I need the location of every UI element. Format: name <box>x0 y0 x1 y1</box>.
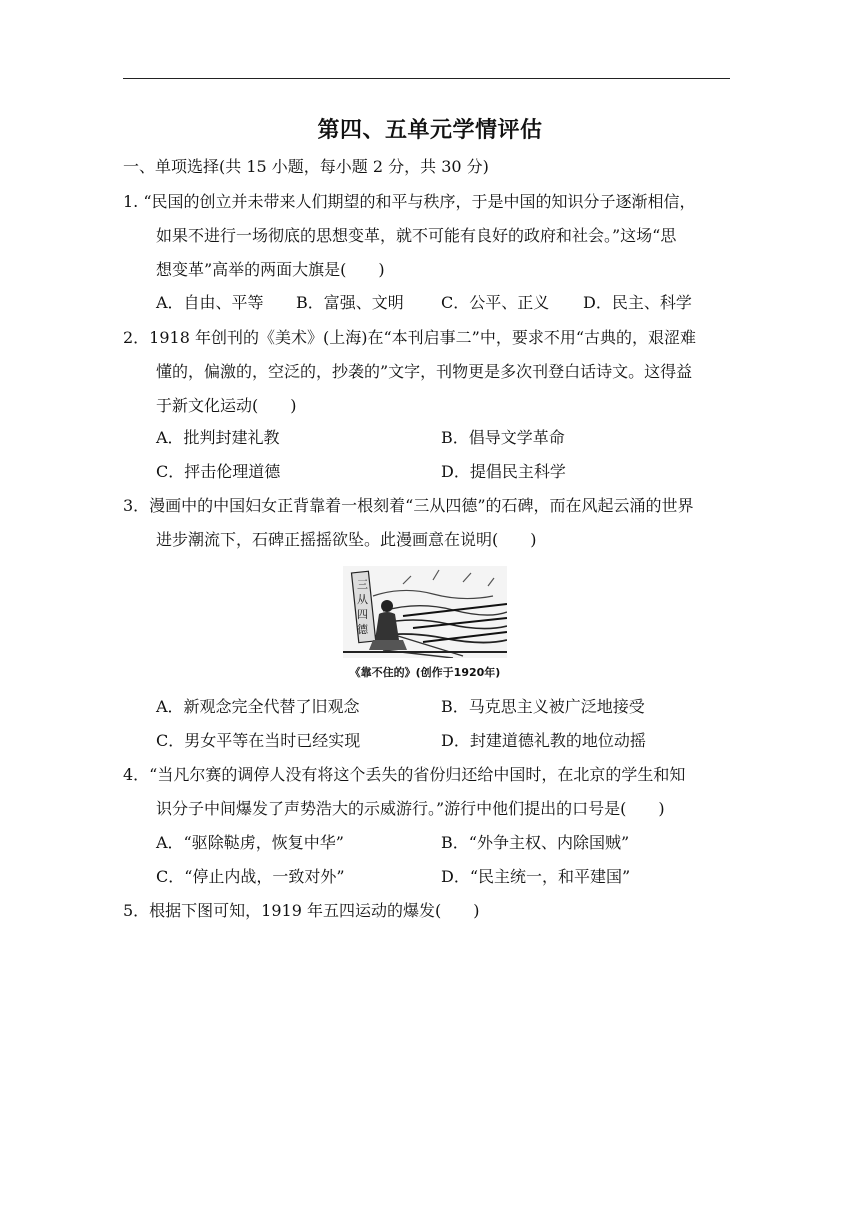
q4-option-c: C．“停止内战，一致对外” <box>156 867 345 886</box>
q1-option-c: C．公平、正义 <box>441 293 550 312</box>
q3-line-1: 3．漫画中的中国妇女正背靠着一根刻着“三从四德”的石碑，而在风起云涌的世界 <box>123 496 694 515</box>
page-title: 第四、五单元学情评估 <box>317 118 543 143</box>
q2-line-1: 2．1918 年创刊的《美术》(上海)在“本刊启事二”中，要求不用“古典的，艰涩难 <box>123 328 697 347</box>
q1-line-3: 想变革”高举的两面大旗是( ) <box>156 260 385 279</box>
q1-line-1: 1. “民国的创立并未带来人们期望的和平与秩序，于是中国的知识分子逐渐相信， <box>123 192 696 211</box>
q2-option-d: D．提倡民主科学 <box>441 462 566 481</box>
q1-line-2: 如果不进行一场彻底的思想变革，就不可能有良好的政府和社会。”这场“思 <box>156 226 677 245</box>
q3-option-d: D．封建道德礼教的地位动摇 <box>441 731 646 750</box>
q4-option-d: D．“民主统一，和平建国” <box>441 867 631 886</box>
q2-option-c: C．抨击伦理道德 <box>156 462 281 481</box>
stele-char-4: 德 <box>357 623 368 636</box>
q2-line-3: 于新文化运动( ) <box>156 396 297 415</box>
stele-char-3: 四 <box>357 608 368 621</box>
q4-option-a: A．“驱除鞑虏，恢复中华” <box>156 833 344 852</box>
figure-caption: 《靠不住的》(创作于1920年) <box>349 666 501 679</box>
q3-line-2: 进步潮流下，石碑正摇摇欲坠。此漫画意在说明( ) <box>156 530 537 549</box>
q3-option-b: B．马克思主义被广泛地接受 <box>441 697 645 716</box>
q3-option-a: A．新观念完全代替了旧观念 <box>156 697 360 716</box>
header-rule <box>123 78 730 79</box>
q1-option-d: D．民主、科学 <box>583 293 692 312</box>
q2-option-a: A．批判封建礼教 <box>156 428 280 447</box>
q2-option-b: B．倡导文学革命 <box>441 428 565 447</box>
q5-line-1: 5．根据下图可知，1919 年五四运动的爆发( ) <box>123 901 480 920</box>
stele-char-1: 三 <box>357 578 368 591</box>
q4-option-b: B．“外争主权、内除国贼” <box>441 833 630 852</box>
q2-line-2: 懂的，偏激的，空泛的，抄袭的”文字，刊物更是多次刊登白话诗文。这得益 <box>156 362 693 381</box>
q1-option-b: B．富强、文明 <box>296 293 404 312</box>
q4-line-1: 4．“当凡尔赛的调停人没有将这个丢失的省份归还给中国时，在北京的学生和知 <box>123 765 686 784</box>
q1-option-a: A．自由、平等 <box>156 293 264 312</box>
q3-option-c: C．男女平等在当时已经实现 <box>156 731 361 750</box>
cartoon-illustration <box>343 566 507 658</box>
stele-char-2: 从 <box>357 593 368 606</box>
section-heading: 一、单项选择(共 15 小题，每小题 2 分，共 30 分) <box>123 157 489 176</box>
q4-line-2: 识分子中间爆发了声势浩大的示威游行。”游行中他们提出的口号是( ) <box>156 799 665 818</box>
